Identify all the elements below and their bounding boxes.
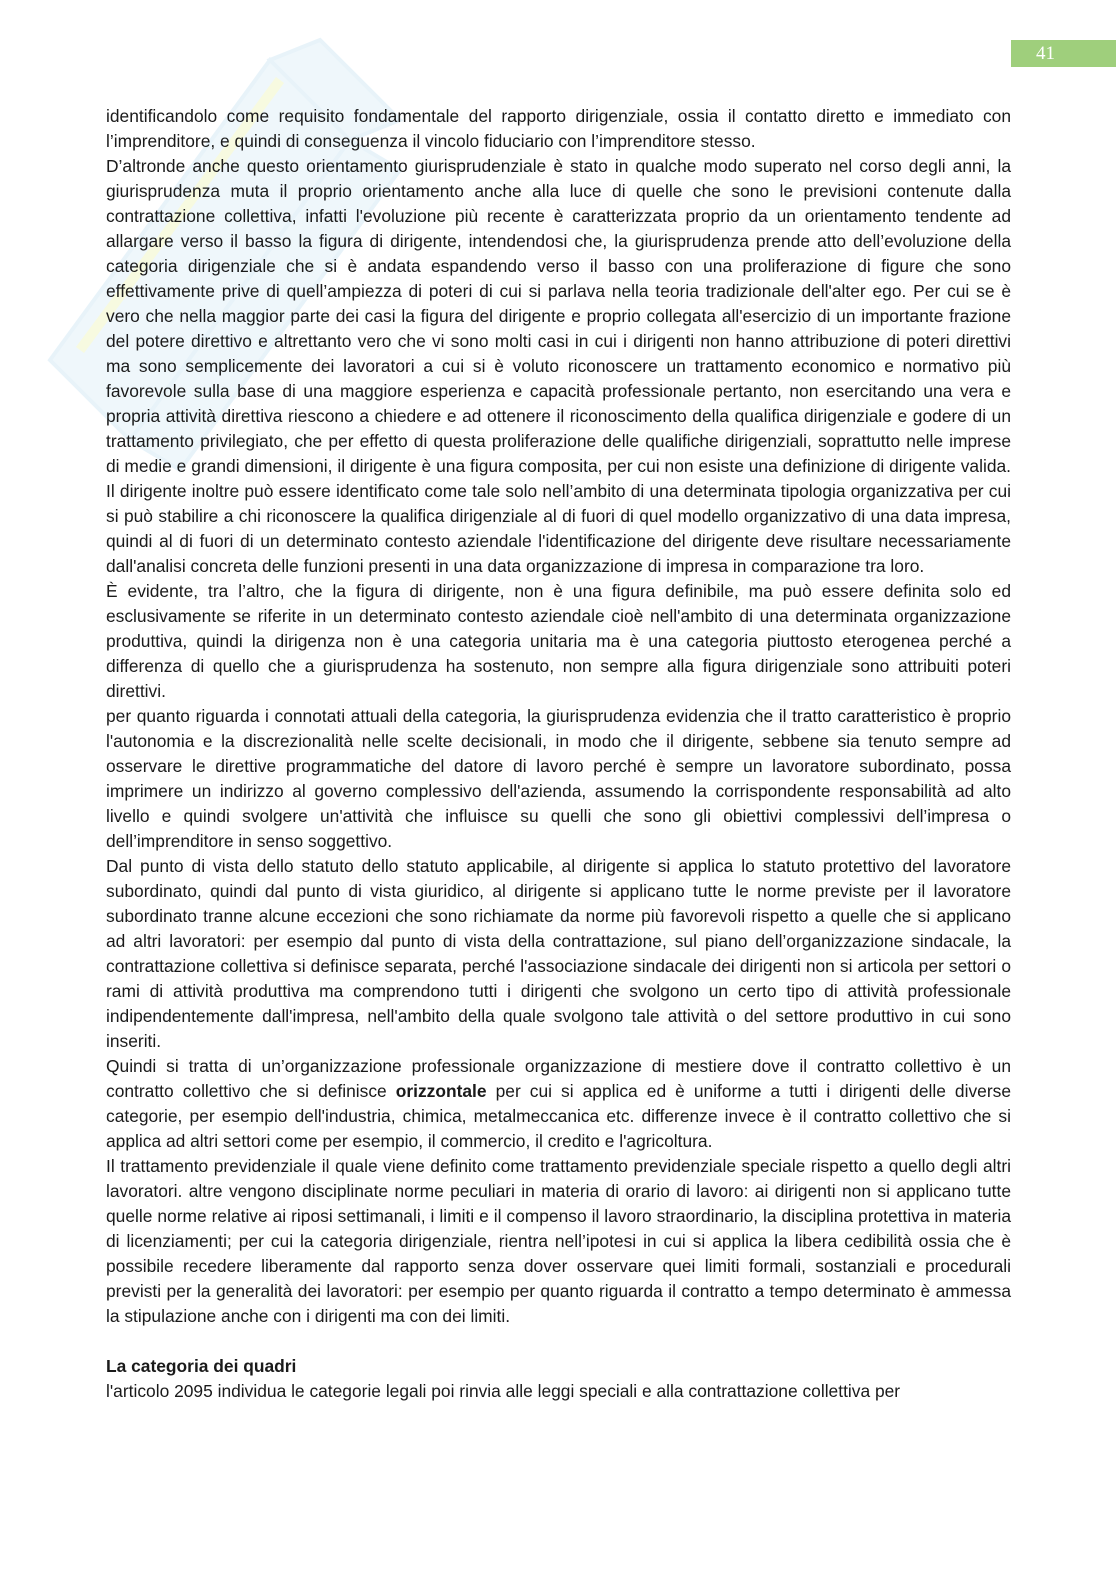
paragraph-5: Dal punto di vista dello statuto dello statuto applicabile, al dirigente si applica lo statuto protettivo del lavoratore subordinato, quindi dal punto di vista giuridico, al dirigente si applicano tutte le norme previste per il lavoratore subordinato tranne alcune eccezioni che sono richiamate da norme più favorevoli rispetto a quelle che si applicano ad altri lavoratori: per esempio dal punto di vista della contrattazione, sul piano dell’organizzazione sindacale, la contrattazione collettiva si definisce separata, perché l'associazione sindacale dei dirigenti non si articola per settori o rami di attività produttiva ma comprendono tutti i dirigenti che svolgono un certo tipo di attività professionale indipendentemente dall'impresa, nell'ambito della quale svolgono tale attività o del settore produttivo in cui sono inseriti. [106,856,1011,1051]
paragraph-8: l'articolo 2095 individua le categorie legali poi rinvia alle leggi speciali e alla contrattazione collettiva per [106,1381,901,1401]
paragraph-6-text-after: per cui si applica ed è uniforme a tutti i dirigenti delle diverse categorie, per esempio dell'industria, chimica, metalmeccanica etc. differenze invece è il contratto collettivo che si applica ad altri settori come per esempio, il commercio, il credito e l'agricoltura. [106,1081,1011,1151]
paragraph-7: Il trattamento previdenziale il quale viene definito come trattamento previdenziale speciale rispetto a quello degli altri lavoratori. altre vengono disciplinate norme peculiari in materia di orario di lavoro: ai dirigenti non si applicano tutte quelle norme relative ai riposi settimanali, i limiti e il compenso il lavoro straordinario, la disciplina protettiva in materia di licenziamenti; per cui la categoria dirigenziale, rientra nell’ipotesi in cui si applica la libera cedibilità ossia che è possibile recedere liberamente dal rapporto senza dover osservare quei limiti formali, sostanziali e procedurali previsti per la generalità dei lavoratori: per esempio per quanto riguarda il contratto a tempo determinato è ammessa la stipulazione anche con i dirigenti ma con dei limiti. [106,1156,1011,1326]
paragraph-1: identificandolo come requisito fondamentale del rapporto dirigenziale, ossia il contatto diretto e immediato con l’imprenditore, e quindi di conseguenza il vincolo fiduciario con l’imprenditore stesso. [106,106,1011,151]
paragraph-2: D’altronde anche questo orientamento giurisprudenziale è stato in qualche modo superato nel corso degli anni, la giurisprudenza muta il proprio orientamento anche alla luce di quelle che sono le previsioni contenute dalla contrattazione collettiva, infatti l'evoluzione più recente è caratterizzata proprio da un orientamento tendente ad allargare verso il basso la figura di dirigente, intendendosi che, la giurisprudenza prende atto dell’evoluzione della categoria dirigenziale che si è andata espandendo verso il basso con una proliferazione di figure che sono effettivamente prive di quell’ampiezza di poteri di cui si parlava nella teoria tradizionale dell'alter ego. Per cui se è vero che nella maggior parte dei casi la figura del dirigente e proprio collegata all'esercizio di un importante frazione del potere direttivo e altrettanto vero che vi sono molti casi in cui i dirigenti non hanno attribuzione di poteri direttivi ma sono semplicemente dei lavoratori a cui si è voluto riconoscere un trattamento economico e normativo più favorevole sulla base di una maggiore esperienza e capacità professionale pertanto, non esercitando una vera e propria attività direttiva riescono a chiedere e ad ottenere il riconoscimento della qualifica dirigenziale e godere di un trattamento privilegiato, che per effetto di questa proliferazione delle qualifiche dirigenziali, soprattutto nelle imprese di medie e grandi dimensioni, il dirigente è una figura composita, per cui non esiste una definizione di dirigente valida. Il dirigente inoltre può essere identificato come tale solo nell’ambito di una determinata tipologia organizzativa per cui si può stabilire a chi riconoscere la qualifica dirigenziale al di fuori di quel modello organizzativo di una data impresa, quindi al di fuori di un determinato contesto aziendale l'identificazione del dirigente deve risultare necessariamente dall'analisi concreta delle funzioni presenti in una data organizzazione di impresa in comparazione tra loro. [106,156,1011,576]
paragraph-6-text-before: Quindi si tratta di un’organizzazione professionale organizzazione di mestiere dove il contratto collettivo è un contratto collettivo che si definisce [106,1056,1011,1101]
document-body [106,104,1011,1404]
page-number: 41 [1011,40,1116,67]
section-title: La categoria dei quadri [106,1356,297,1376]
paragraph-6-bold-term: orizzontale [395,1081,487,1101]
paragraph-4: per quanto riguarda i connotati attuali della categoria, la giurisprudenza evidenzia che il tratto caratteristico è proprio l'autonomia e la discrezionalità nelle scelte decisionali, in modo che il dirigente, sebbene sia tenuto sempre ad osservare le direttive programmatiche del datore di lavoro perché è sempre un lavoratore subordinato, possa imprimere un indirizzo al governo complessivo dell'azienda, assumendo la corrispondente responsabilità ad alto livello e quindi svolgere un'attività che influisce su quelli che sono gli obiettivi complessivi dell’impresa o dell’imprenditore in senso soggettivo. [106,706,1011,851]
paragraph-6 [106,1054,1011,1154]
paragraph-3: È evidente, tra l’altro, che la figura di dirigente, non è una figura definibile, ma può essere definita solo ed esclusivamente se riferite in un determinato contesto aziendale cioè nell'ambito di una determinata organizzazione produttiva, quindi la dirigenza non è una categoria unitaria ma è una categoria piuttosto eterogenea perché a differenza di quello che a giurisprudenza ha sostenuto, non sempre alla figura dirigenziale sono attribuiti poteri direttivi. [106,581,1011,701]
